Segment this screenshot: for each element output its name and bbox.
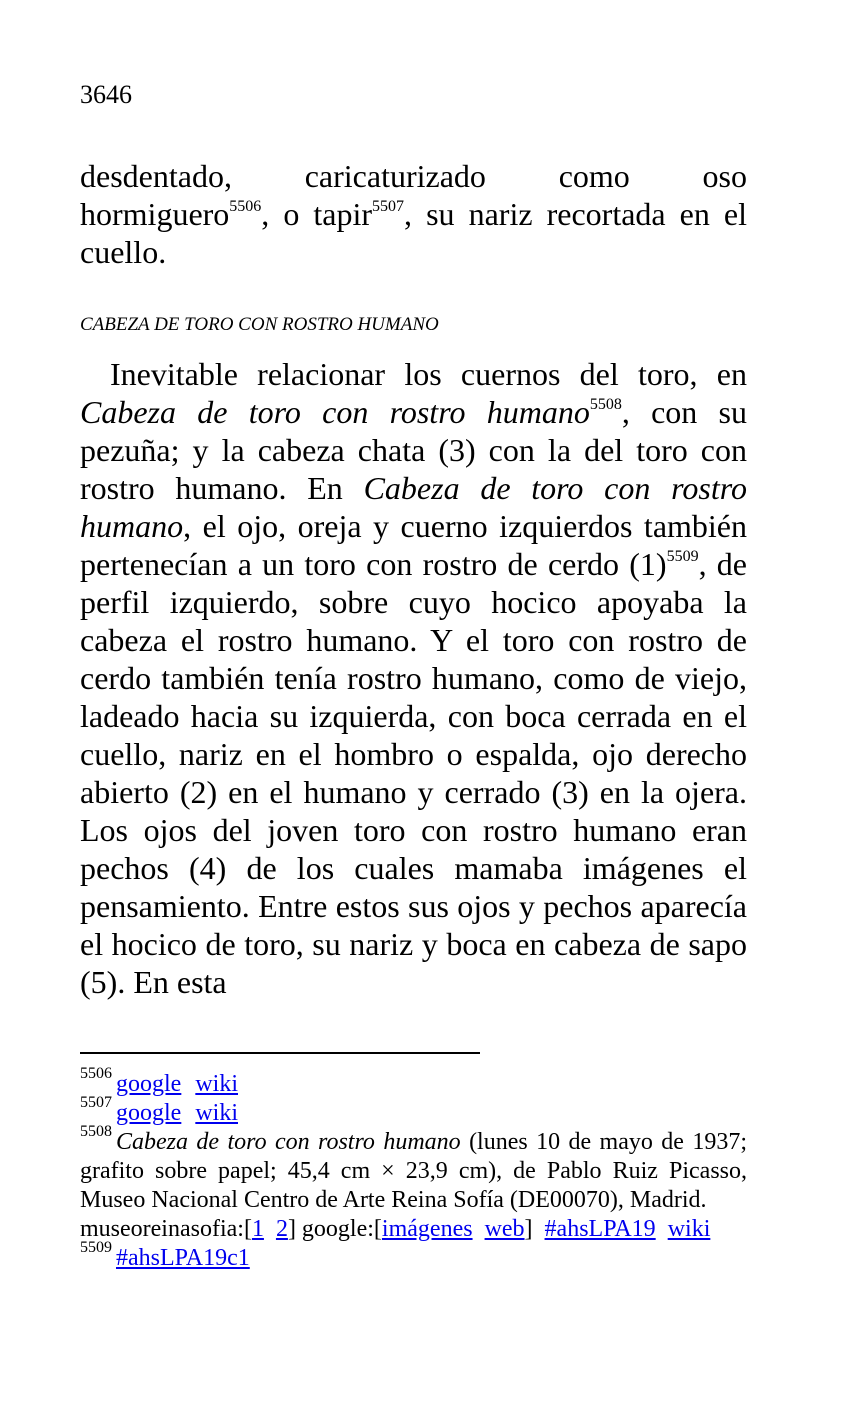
artwork-title: Cabeza de toro con rostro humano: [80, 394, 590, 430]
museo-link-1[interactable]: 1: [251, 1216, 264, 1242]
text-run: , el ojo, oreja y cuerno izquierdos también pertenecían a un toro con rostro de cerdo (1): [80, 508, 747, 582]
footnotes: [80, 1065, 747, 1273]
refs-prefix: museoreinasofia:[: [80, 1216, 252, 1242]
footnote-ref-5509: 5509: [666, 548, 699, 566]
anchor-link[interactable]: #ahsLPA19: [544, 1216, 656, 1242]
footnote-number: 5506: [80, 1065, 112, 1082]
footnote-5506: [80, 1065, 747, 1099]
section-heading: CABEZA DE TORO CON ROSTRO HUMANO: [80, 314, 439, 335]
google-web-link[interactable]: web: [484, 1216, 525, 1242]
google-link[interactable]: google: [116, 1100, 182, 1126]
wiki-link[interactable]: wiki: [667, 1216, 711, 1242]
text-run: , su nariz recortada en el cuello.: [80, 196, 748, 270]
wiki-link[interactable]: wiki: [195, 1071, 238, 1097]
footnote-5508: [80, 1123, 747, 1215]
text-run: , con su pezuña; y la cabeza chata (3) con la del toro con rostro humano. En: [80, 394, 748, 506]
artwork-title: Cabeza de toro con rostro humano: [116, 1129, 461, 1155]
wiki-link[interactable]: wiki: [195, 1100, 238, 1126]
refs-close: ]: [524, 1216, 533, 1242]
page-number: 3646: [80, 80, 132, 109]
footnote-ref-5506: 5506: [229, 198, 262, 216]
footnote-divider: [80, 1052, 480, 1054]
footnote-5508-refs: [80, 1215, 747, 1244]
footnote-ref-5507: 5507: [372, 198, 405, 216]
paragraph-main: [80, 355, 747, 1001]
google-link[interactable]: google: [116, 1071, 182, 1097]
footnote-5509: [80, 1239, 747, 1273]
google-images-link[interactable]: imágenes: [381, 1216, 473, 1242]
text-run: , o tapir: [261, 196, 373, 232]
text-run: desdentado, caricaturizado como oso hormiguero: [80, 158, 747, 232]
footnote-ref-5508: 5508: [589, 396, 622, 414]
paragraph-continuation: [80, 157, 747, 271]
anchor-link[interactable]: #ahsLPA19c1: [116, 1245, 250, 1271]
text-run: , de perfil izquierdo, sobre cuyo hocico apoyaba la cabeza el rostro humano. Y el toro con rostro de cerdo también tenía rostro humano, como de viejo, ladeado hacia su izquierda, con boca cerrada en el cuello, nariz en el hombro o espalda, ojo derecho abierto (2) en el humano y cerrado (3) en la ojera. Los ojos del joven toro con rostro humano eran pechos (4) de los cuales mamaba imágenes el pensamiento. Entre estos sus ojos y pechos aparecía el hocico de toro, su nariz y boca en cabeza de sapo (5). En esta: [80, 546, 748, 1000]
museo-link-2[interactable]: 2: [275, 1216, 288, 1242]
refs-mid: ] google:[: [287, 1216, 382, 1242]
footnote-text: (lunes 10 de mayo de 1937; grafito sobre papel; 45,4 cm × 23,9 cm), de Pablo Ruiz Picasso, Museo Nacional Centro de Arte Reina Sofía (DE00070), Madrid.: [80, 1129, 747, 1213]
footnote-number: 5508: [80, 1123, 112, 1140]
artwork-title: Cabeza de toro con rostro humano: [80, 470, 748, 544]
text-run: Inevitable relacionar los cuernos del toro, en: [110, 356, 747, 392]
footnote-number: 5507: [80, 1094, 112, 1111]
footnote-number: 5509: [80, 1239, 112, 1256]
footnote-5507: [80, 1094, 747, 1128]
